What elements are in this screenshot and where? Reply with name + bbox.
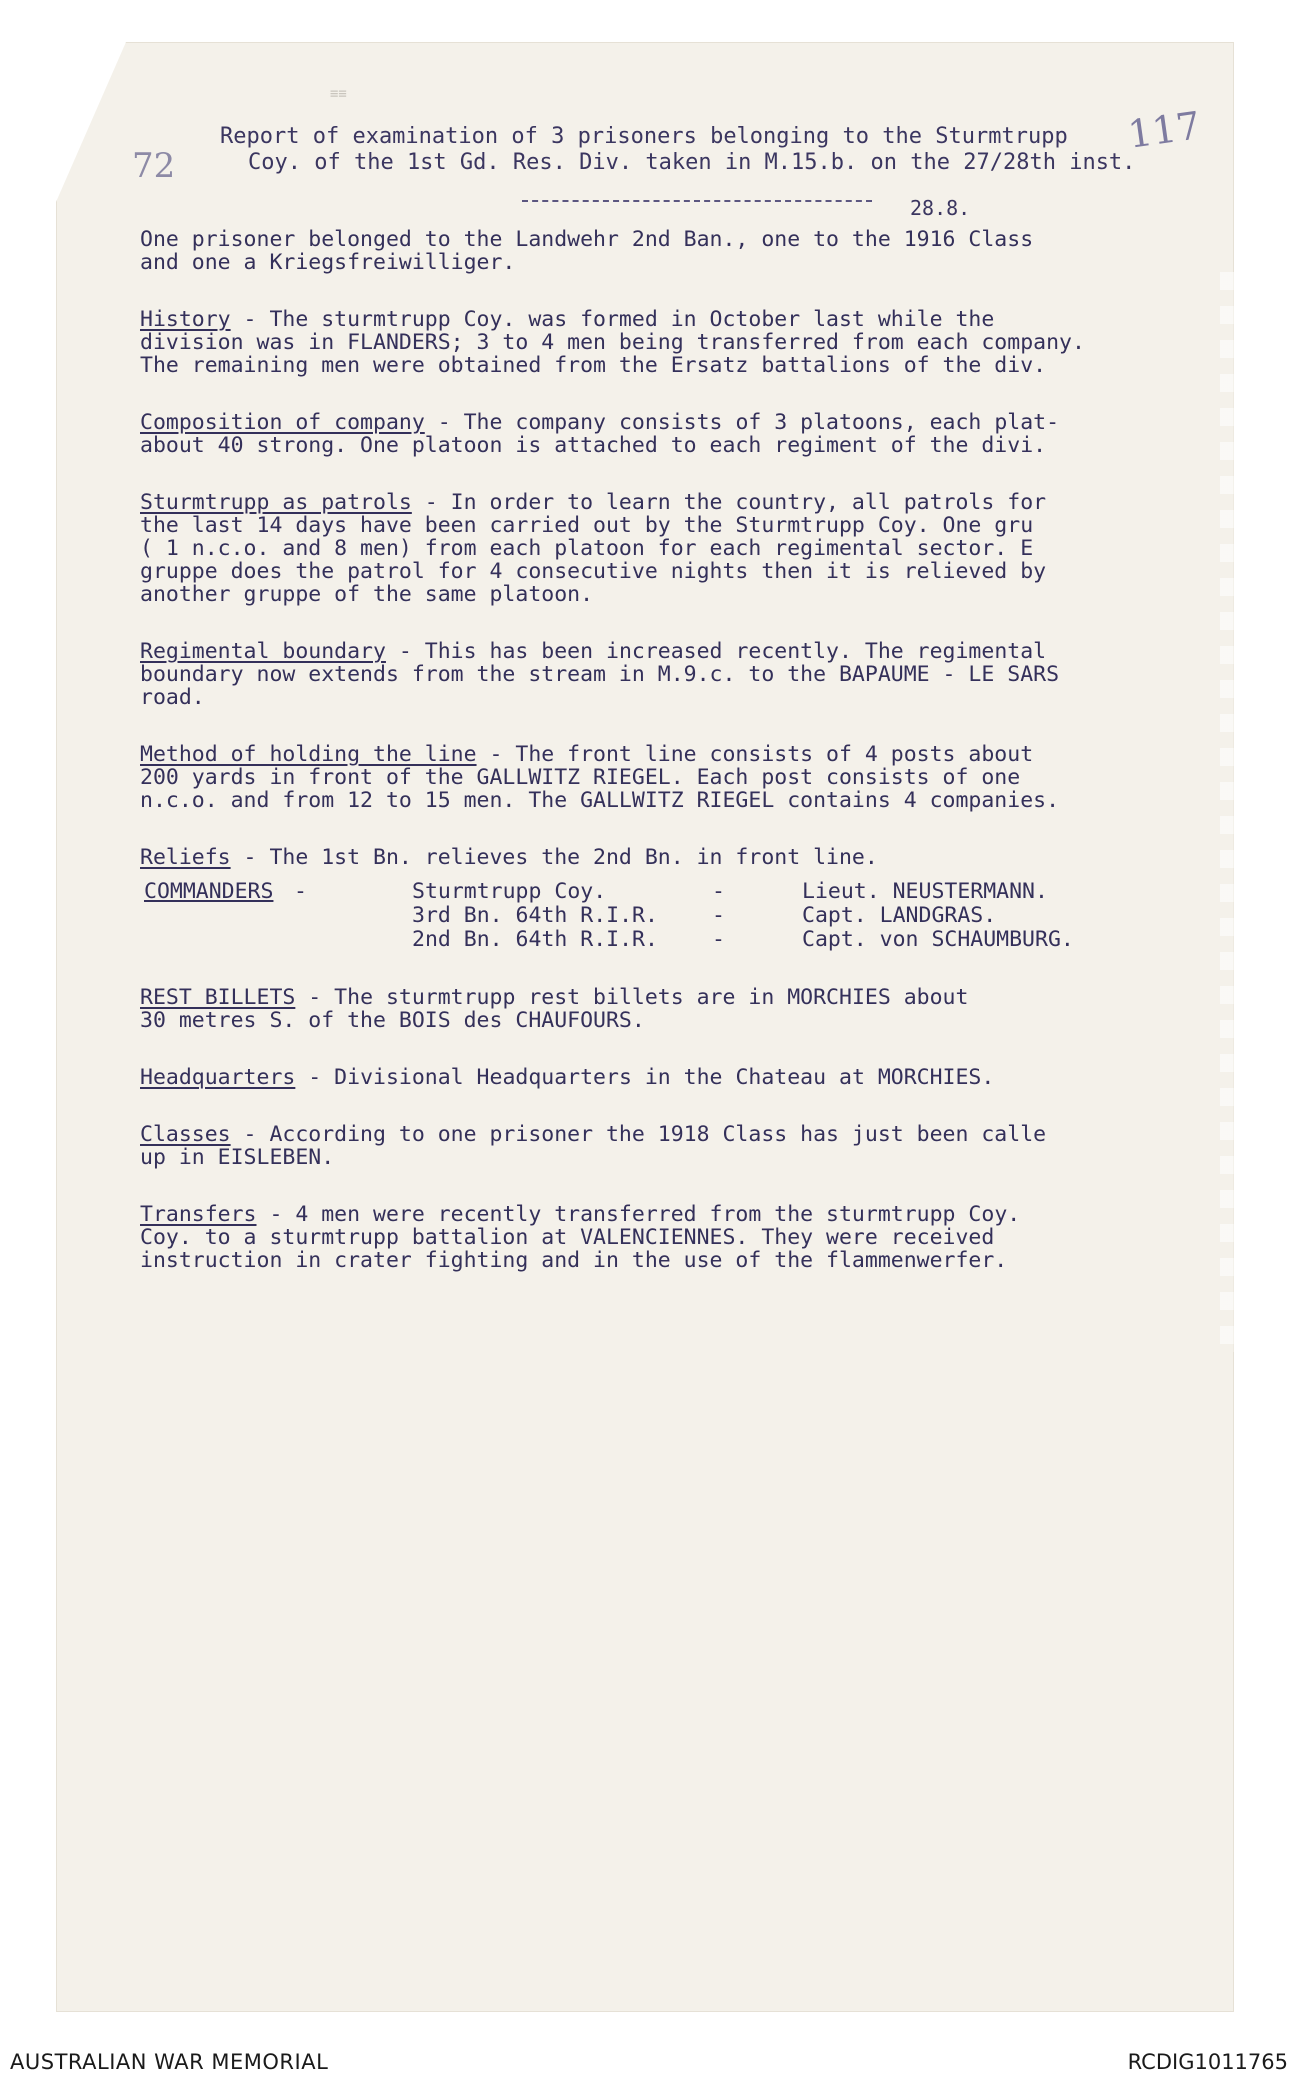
section-heading: History [140,307,231,332]
intro-line: and one a Kriegsfreiwilliger. [140,250,516,275]
title-line-1: Report of examination of 3 prisoners belonging to the Sturmtrupp [220,124,1068,149]
section-line: 30 metres S. of the BOIS des CHAUFOURS. [140,1008,645,1033]
commander-row [412,904,996,927]
section-heading: Sturmtrupp as patrols [140,490,412,515]
footer-catalogue-id: RCDIG1011765 [1127,2050,1288,2074]
section-heading: REST BILLETS [140,985,296,1010]
section-line: another gruppe of the same platoon. [140,582,594,607]
section-line: about 40 strong. One platoon is attached to each regiment of the divi. [140,433,1047,458]
section-reliefs [140,846,1240,869]
title-line-2: Coy. of the 1st Gd. Res. Div. taken in M.15.b. on the 27/28th inst. [248,150,1136,175]
intro-paragraph [140,228,1240,274]
section-history [140,308,1240,377]
section-line: Coy. to a sturmtrupp battalion at VALENCIENNES. They were received [140,1225,995,1250]
section-heading: Classes [140,1122,231,1147]
section-line: instruction in crater fighting and in the use of the flammenwerfer. [140,1248,1008,1273]
section-line: - The company consists of 3 platoons, each plat- [424,410,1060,435]
section-line: - Divisional Headquarters in the Chateau at MORCHIES. [295,1065,995,1090]
section-line: gruppe does the patrol for 4 consecutive nights then it is relieved by [140,559,1047,584]
section-heading: Regimental boundary [140,639,386,664]
section-heading: Method of holding the line [140,742,477,767]
commander-dash: - [712,927,725,952]
section-composition [140,411,1240,457]
section-boundary [140,640,1240,709]
commander-name: Lieut. NEUSTERMANN. [802,879,1048,904]
commanders-separator: - [294,879,307,904]
section-line: - 4 men were recently transferred from the sturmtrupp Coy. [256,1202,1021,1227]
report-body-continued [140,986,1240,1306]
commander-unit: 3rd Bn. 64th R.I.R. [412,903,658,928]
section-line: - In order to learn the country, all patrols for [411,490,1047,515]
commander-unit: Sturmtrupp Coy. [412,879,607,904]
section-heading: Reliefs [140,845,231,870]
section-heading: COMMANDERS [144,879,274,904]
section-line: The remaining men were obtained from the Ersatz battalions of the div. [140,353,1047,378]
commander-row [412,880,1048,903]
section-line: - According to one prisoner the 1918 Class has just been calle [230,1122,1047,1147]
section-line: - The sturmtrupp Coy. was formed in October last while the [230,307,995,332]
section-transfers [140,1203,1240,1272]
section-line: 200 yards in front of the GALLWITZ RIEGEL. Each post consists of one [140,765,1021,790]
report-date: 28.8. [910,196,971,220]
section-headquarters [140,1066,1240,1089]
commander-name: Capt. von SCHAUMBURG. [802,927,1074,952]
section-line: division was in FLANDERS; 3 to 4 men being transferred from each company. [140,330,1085,355]
footer-institution: AUSTRALIAN WAR MEMORIAL [10,2050,329,2074]
intro-line: One prisoner belonged to the Landwehr 2nd Ban., one to the 1916 Class [140,227,1034,252]
archive-footer [0,2042,1298,2082]
commander-dash: - [712,879,725,904]
report-title [220,124,1220,176]
title-underline [522,200,872,202]
folio-number-right: 117 [1125,103,1204,157]
section-line: - This has been increased recently. The regimental [385,639,1047,664]
faint-stamp: ≡≡ [330,86,347,102]
section-line: n.c.o. and from 12 to 15 men. The GALLWITZ RIEGEL contains 4 companies. [140,788,1060,813]
commander-name: Capt. LANDGRAS. [802,903,997,928]
section-line: road. [140,685,205,710]
section-classes [140,1123,1240,1169]
section-line: ( 1 n.c.o. and 8 men) from each platoon for each regimental sector. E [140,536,1034,561]
section-line: - The sturmtrupp rest billets are in MORCHIES about [295,985,969,1010]
commander-row [412,928,1074,951]
section-heading: Headquarters [140,1065,296,1090]
section-line: the last 14 days have been carried out by the Sturmtrupp Coy. One gru [140,513,1034,538]
section-line: - The 1st Bn. relieves the 2nd Bn. in front line. [230,845,878,870]
section-heading: Transfers [140,1202,257,1227]
section-line: up in EISLEBEN. [140,1145,335,1170]
section-patrols [140,491,1240,606]
folio-number-left: 72 [132,146,176,186]
report-body [140,228,1240,903]
commander-unit: 2nd Bn. 64th R.I.R. [412,927,658,952]
section-rest-billets [140,986,1240,1032]
section-method [140,743,1240,812]
section-line: boundary now extends from the stream in M.9.c. to the BAPAUME - LE SARS [140,662,1060,687]
section-heading: Composition of company [140,410,425,435]
commander-dash: - [712,903,725,928]
section-line: - The front line consists of 4 posts about [476,742,1034,767]
